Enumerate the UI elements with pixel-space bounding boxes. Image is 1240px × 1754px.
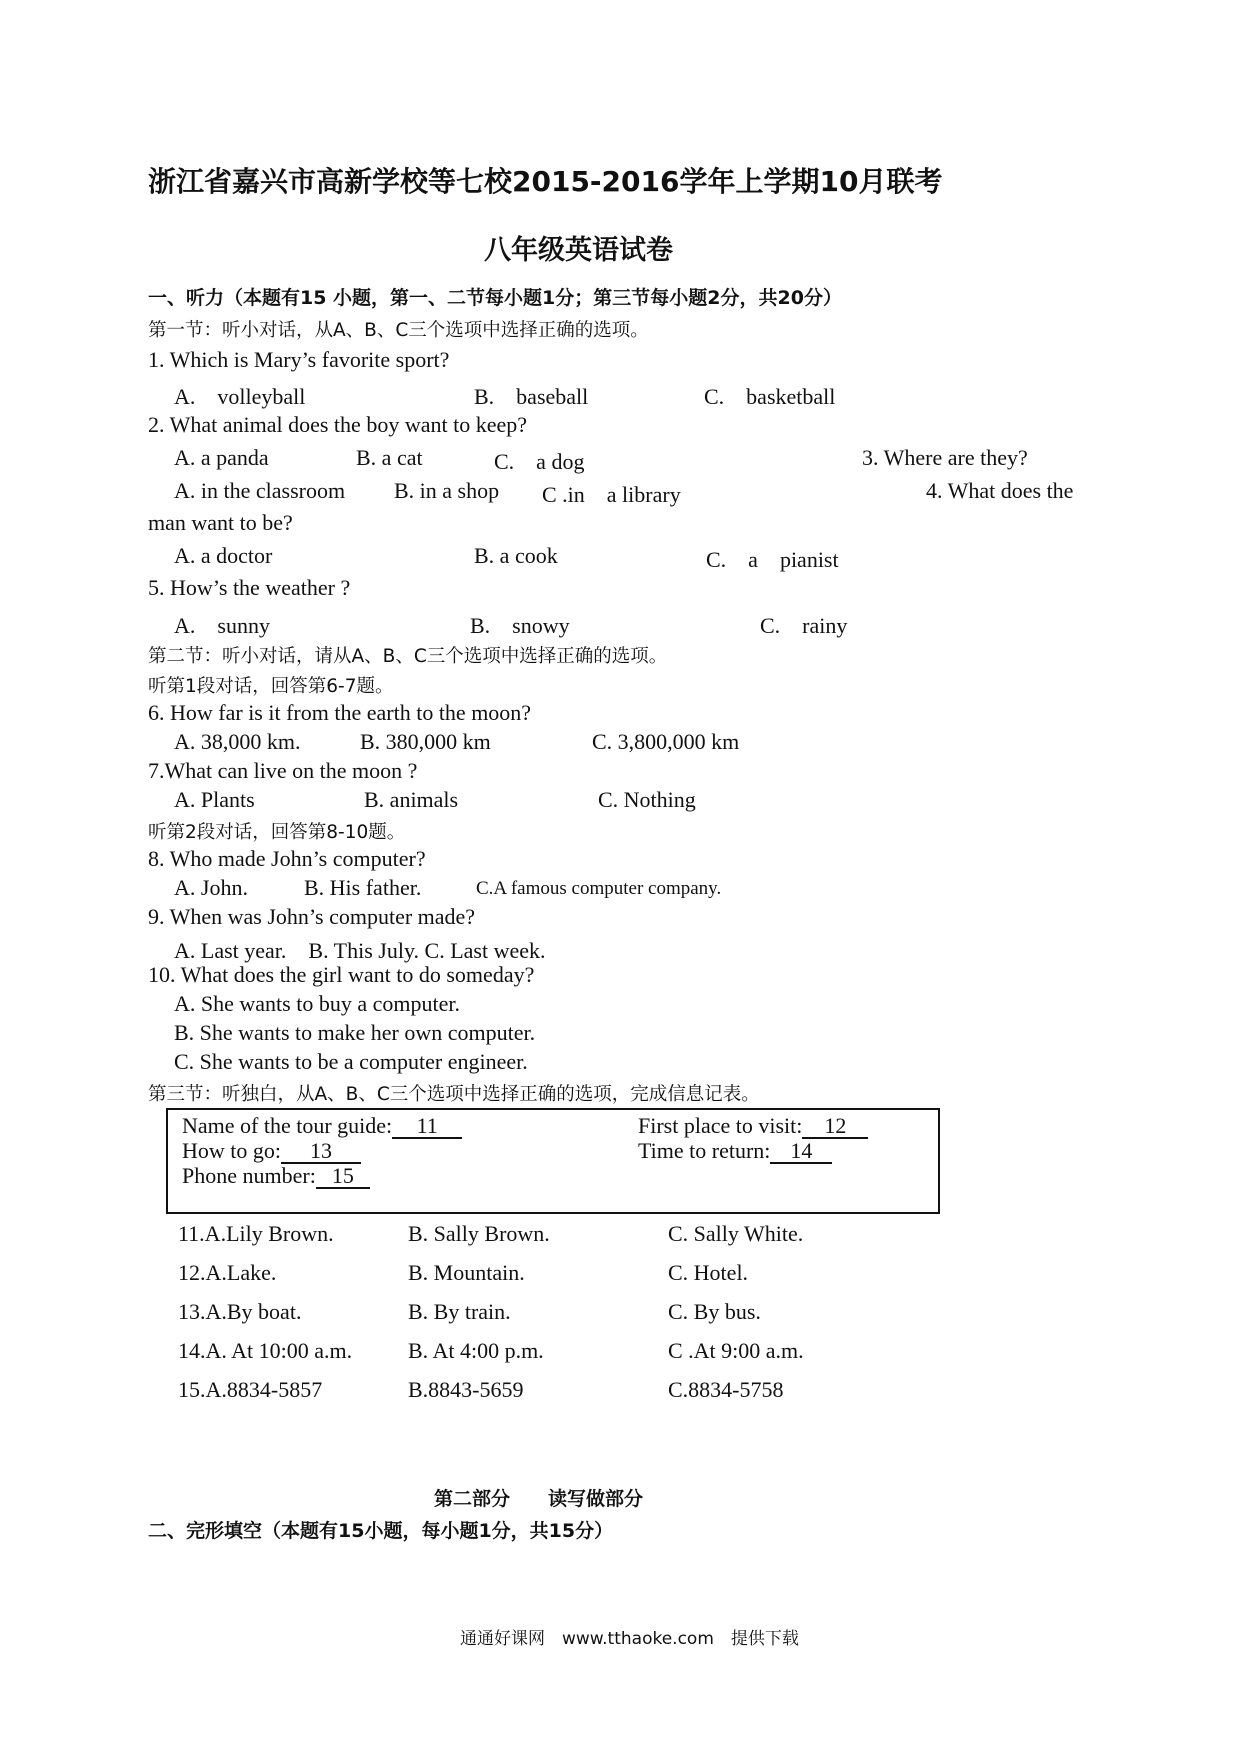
q10-option-c: C. She wants to be a computer engineer. [174, 1049, 528, 1074]
q14-option-b: B. At 4:00 p.m. [408, 1338, 544, 1363]
q15-option-c: C.8834-5758 [668, 1377, 784, 1402]
section3-instruction: 第三节：听独白，从A、B、C三个选项中选择正确的选项，完成信息记表。 [148, 1084, 760, 1105]
q15-option-a: 15.A.8834-5857 [178, 1377, 323, 1402]
q9-stem: 9. When was John’s computer made? [148, 904, 476, 929]
q8-option-a: A. John. [174, 875, 248, 900]
q4-stem-part2: man want to be? [148, 510, 293, 535]
exam-subtitle: 八年级英语试卷 [484, 235, 673, 266]
q7-option-b: B. animals [364, 787, 459, 812]
q10-stem: 10. What does the girl want to do someday? [148, 962, 535, 987]
return-time-label: Time to return: [638, 1138, 771, 1163]
q6-stem: 6. How far is it from the earth to the moon? [148, 700, 532, 725]
how-to-go-label: How to go: [182, 1138, 281, 1163]
q6-option-a: A. 38,000 km. [174, 729, 301, 754]
phone-number-field [182, 1163, 370, 1189]
q1-option-c: C. basketball [704, 384, 836, 409]
blank-15: 15 [316, 1165, 370, 1189]
dialog2-note: 听第2段对话，回答第8-10题。 [148, 822, 406, 843]
q11-option-c: C. Sally White. [668, 1221, 804, 1246]
first-place-label: First place to visit: [638, 1113, 803, 1138]
q10-option-a: A. She wants to buy a computer. [174, 991, 460, 1016]
q1-stem: 1. Which is Mary’s favorite sport? [148, 347, 450, 372]
first-place-field [638, 1113, 868, 1139]
section1-instruction: 第一节：听小对话，从A、B、C三个选项中选择正确的选项。 [148, 320, 649, 341]
cloze-section-heading: 二、完形填空（本题有15小题，每小题1分，共15分） [148, 1520, 614, 1542]
part2-heading: 第二部分 读写做部分 [434, 1488, 644, 1510]
q4-option-a: A. a doctor [174, 543, 273, 568]
q4-stem-part1: 4. What does the [926, 478, 1074, 503]
q13-option-c: C. By bus. [668, 1299, 761, 1324]
q12-option-c: C. Hotel. [668, 1260, 749, 1285]
q14-option-c: C .At 9:00 a.m. [668, 1338, 804, 1363]
q7-option-a: A. Plants [174, 787, 255, 812]
q5-option-a: A. sunny [174, 613, 270, 638]
listening-section-heading: 一、听力（本题有15 小题，第一、二节每小题1分；第三节每小题2分，共20分） [148, 287, 842, 309]
section2-instruction: 第二节：听小对话，请从A、B、C三个选项中选择正确的选项。 [148, 646, 668, 667]
q2-option-b: B. a cat [356, 445, 423, 470]
how-to-go-field [182, 1138, 361, 1164]
q10-option-b: B. She wants to make her own computer. [174, 1020, 536, 1045]
phone-number-label: Phone number: [182, 1163, 316, 1188]
q13-option-b: B. By train. [408, 1299, 511, 1324]
dialog1-note: 听第1段对话，回答第6-7题。 [148, 676, 394, 697]
q8-stem: 8. Who made John’s computer? [148, 846, 426, 871]
q2-option-a: A. a panda [174, 445, 269, 470]
q6-option-b: B. 380,000 km [360, 729, 491, 754]
q12-option-a: 12.A.Lake. [178, 1260, 277, 1285]
q3-option-a: A. in the classroom [174, 478, 346, 503]
q7-option-c: C. Nothing [598, 787, 696, 812]
q3-stem: 3. Where are they? [862, 445, 1028, 470]
q2-option-c: C. a dog [494, 449, 585, 474]
q11-option-b: B. Sally Brown. [408, 1221, 550, 1246]
blank-12: 12 [802, 1115, 868, 1139]
q11-option-a: 11.A.Lily Brown. [178, 1221, 334, 1246]
tour-guide-label: Name of the tour guide: [182, 1113, 393, 1138]
q12-option-b: B. Mountain. [408, 1260, 525, 1285]
q8-option-c: C.A famous computer company. [476, 878, 722, 899]
q5-option-b: B. snowy [470, 613, 570, 638]
q4-option-b: B. a cook [474, 543, 558, 568]
q3-option-b: B. in a shop [394, 478, 500, 503]
q14-option-a: 14.A. At 10:00 a.m. [178, 1338, 353, 1363]
q4-option-c: C. a pianist [706, 547, 839, 572]
q5-option-c: C. rainy [760, 613, 848, 638]
exam-title: 浙江省嘉兴市高新学校等七校2015-2016学年上学期10月联考 [148, 165, 943, 198]
q2-stem: 2. What animal does the boy want to keep? [148, 412, 527, 437]
return-time-field [638, 1138, 832, 1164]
page-footer: 通通好课网 www.tthaoke.com 提供下载 [460, 1629, 799, 1649]
q1-option-b: B. baseball [474, 384, 589, 409]
blank-13: 13 [281, 1140, 361, 1164]
q13-option-a: 13.A.By boat. [178, 1299, 302, 1324]
blank-11: 11 [392, 1115, 462, 1139]
q6-option-c: C. 3,800,000 km [592, 729, 740, 754]
q15-option-b: B.8843-5659 [408, 1377, 524, 1402]
q3-option-c: C .in a library [542, 482, 681, 507]
q9-options: A. Last year. B. This July. C. Last week. [174, 938, 546, 963]
q7-stem: 7.What can live on the moon ? [148, 758, 418, 783]
q8-option-b: B. His father. [304, 875, 422, 900]
tour-guide-field [182, 1113, 462, 1139]
q1-option-a: A. volleyball [174, 384, 306, 409]
q5-stem: 5. How’s the weather ? [148, 575, 351, 600]
blank-14: 14 [770, 1140, 832, 1164]
